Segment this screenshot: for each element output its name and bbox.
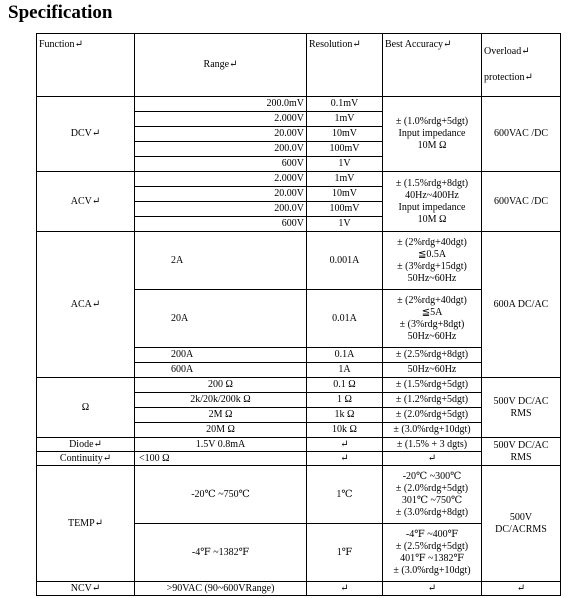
ohm-overload: 500V DC/AC RMS — [482, 378, 561, 438]
ohm-resolution: 10k Ω — [307, 423, 383, 438]
header-function: Function↵ — [37, 34, 135, 97]
table-row — [37, 438, 561, 452]
dcv-range: 200.0V — [135, 142, 307, 157]
acv-overload: 600VAC /DC — [482, 172, 561, 232]
continuity-function: Continuity↵ — [37, 452, 135, 466]
dcv-function: DCV↵ — [37, 97, 135, 172]
header-accuracy: Best Accuracy↵ — [383, 34, 482, 97]
ohm-accuracy: ± (2.0%rdg+5dgt) — [383, 408, 482, 423]
dcv-range: 2.000V — [135, 112, 307, 127]
dcv-resolution: 100mV — [307, 142, 383, 157]
ohm-resolution: 1k Ω — [307, 408, 383, 423]
acv-range: 20.00V — [135, 187, 307, 202]
acv-resolution: 1mV — [307, 172, 383, 187]
page-title: Specification — [8, 2, 113, 23]
ncv-resolution: ↵ — [307, 582, 383, 596]
aca-resolution: 1A — [307, 363, 383, 378]
aca-accuracy: ± (2%rdg+40dgt) ≦5A ± (3%rdg+8dgt) 50Hz~60Hz — [383, 290, 482, 348]
table-row — [37, 232, 561, 290]
acv-resolution: 100mV — [307, 202, 383, 217]
ohm-accuracy: ± (1.5%rdg+5dgt) — [383, 378, 482, 393]
table-row — [37, 172, 561, 187]
temp-accuracy: -20℃ ~300℃ ± (2.0%rdg+5dgt) 301℃ ~750℃ ± (3.0%rdg+8dgt) — [383, 466, 482, 524]
aca-accuracy: ± (2%rdg+40dgt) ≦0.5A ± (3%rdg+15dgt) 50Hz~60Hz — [383, 232, 482, 290]
ncv-range: >90VAC (90~600VRange) — [135, 582, 307, 596]
ohm-range: 20M Ω — [135, 423, 307, 438]
ohm-function: Ω — [37, 378, 135, 438]
temp-resolution: 1℃ — [307, 466, 383, 524]
diode-resolution: ↵ — [307, 438, 383, 452]
aca-overload: 600A DC/AC — [482, 232, 561, 378]
continuity-resolution: ↵ — [307, 452, 383, 466]
dcv-resolution: 1mV — [307, 112, 383, 127]
temp-range: -20℃ ~750℃ — [135, 466, 307, 524]
header-row — [37, 34, 561, 97]
table-row — [37, 466, 561, 524]
continuity-accuracy: ↵ — [383, 452, 482, 466]
diode-function: Diode↵ — [37, 438, 135, 452]
ohm-resolution: 0.1 Ω — [307, 378, 383, 393]
dcv-resolution: 0.1mV — [307, 97, 383, 112]
dcv-accuracy: ± (1.0%rdg+5dgt) Input impedance 10M Ω — [383, 97, 482, 172]
ncv-accuracy: ↵ — [383, 582, 482, 596]
ohm-range: 2M Ω — [135, 408, 307, 423]
temp-function: TEMP↵ — [37, 466, 135, 582]
dcv-range: 600V — [135, 157, 307, 172]
aca-range: 20A — [135, 290, 307, 348]
aca-function: ACA↵ — [37, 232, 135, 378]
temp-resolution: 1℉ — [307, 524, 383, 582]
dcv-range: 200.0mV — [135, 97, 307, 112]
table-row — [37, 378, 561, 393]
aca-range: 600A — [135, 363, 307, 378]
ohm-accuracy: ± (3.0%rdg+10dgt) — [383, 423, 482, 438]
ncv-overload: ↵ — [482, 582, 561, 596]
header-range: Range↵ — [135, 34, 307, 97]
temp-accuracy: -4℉ ~400℉ ± (2.5%rdg+5dgt) 401℉ ~1382℉ ± (3.0%rdg+10dgt) — [383, 524, 482, 582]
ncv-function: NCV↵ — [37, 582, 135, 596]
temp-overload: 500V DC/ACRMS — [482, 466, 561, 582]
dcv-overload: 600VAC /DC — [482, 97, 561, 172]
ohm-resolution: 1 Ω — [307, 393, 383, 408]
dcv-range: 20.00V — [135, 127, 307, 142]
acv-resolution: 10mV — [307, 187, 383, 202]
aca-accuracy: 50Hz~60Hz — [383, 363, 482, 378]
table-row — [37, 582, 561, 596]
table-row — [37, 97, 561, 112]
acv-function: ACV↵ — [37, 172, 135, 232]
header-resolution: Resolution↵ — [307, 34, 383, 97]
aca-range: 200A — [135, 348, 307, 363]
ohm-range: 200 Ω — [135, 378, 307, 393]
aca-resolution: 0.1A — [307, 348, 383, 363]
dcv-resolution: 1V — [307, 157, 383, 172]
continuity-range: <100 Ω — [135, 452, 307, 466]
aca-resolution: 0.001A — [307, 232, 383, 290]
temp-range: -4℉ ~1382℉ — [135, 524, 307, 582]
acv-range: 600V — [135, 217, 307, 232]
acv-range: 2.000V — [135, 172, 307, 187]
header-overload: Overload↵ protection↵ — [482, 34, 561, 97]
diode-continuity-overload: 500V DC/AC RMS — [482, 438, 561, 466]
diode-accuracy: ± (1.5% + 3 dgts) — [383, 438, 482, 452]
diode-range: 1.5V 0.8mA — [135, 438, 307, 452]
ohm-accuracy: ± (1.2%rdg+5dgt) — [383, 393, 482, 408]
specification-table — [36, 33, 561, 596]
acv-accuracy: ± (1.5%rdg+8dgt) 40Hz~400Hz Input impedance 10M Ω — [383, 172, 482, 232]
acv-range: 200.0V — [135, 202, 307, 217]
ohm-range: 2k/20k/200k Ω — [135, 393, 307, 408]
dcv-resolution: 10mV — [307, 127, 383, 142]
aca-resolution: 0.01A — [307, 290, 383, 348]
aca-accuracy: ± (2.5%rdg+8dgt) — [383, 348, 482, 363]
aca-range: 2A — [135, 232, 307, 290]
acv-resolution: 1V — [307, 217, 383, 232]
